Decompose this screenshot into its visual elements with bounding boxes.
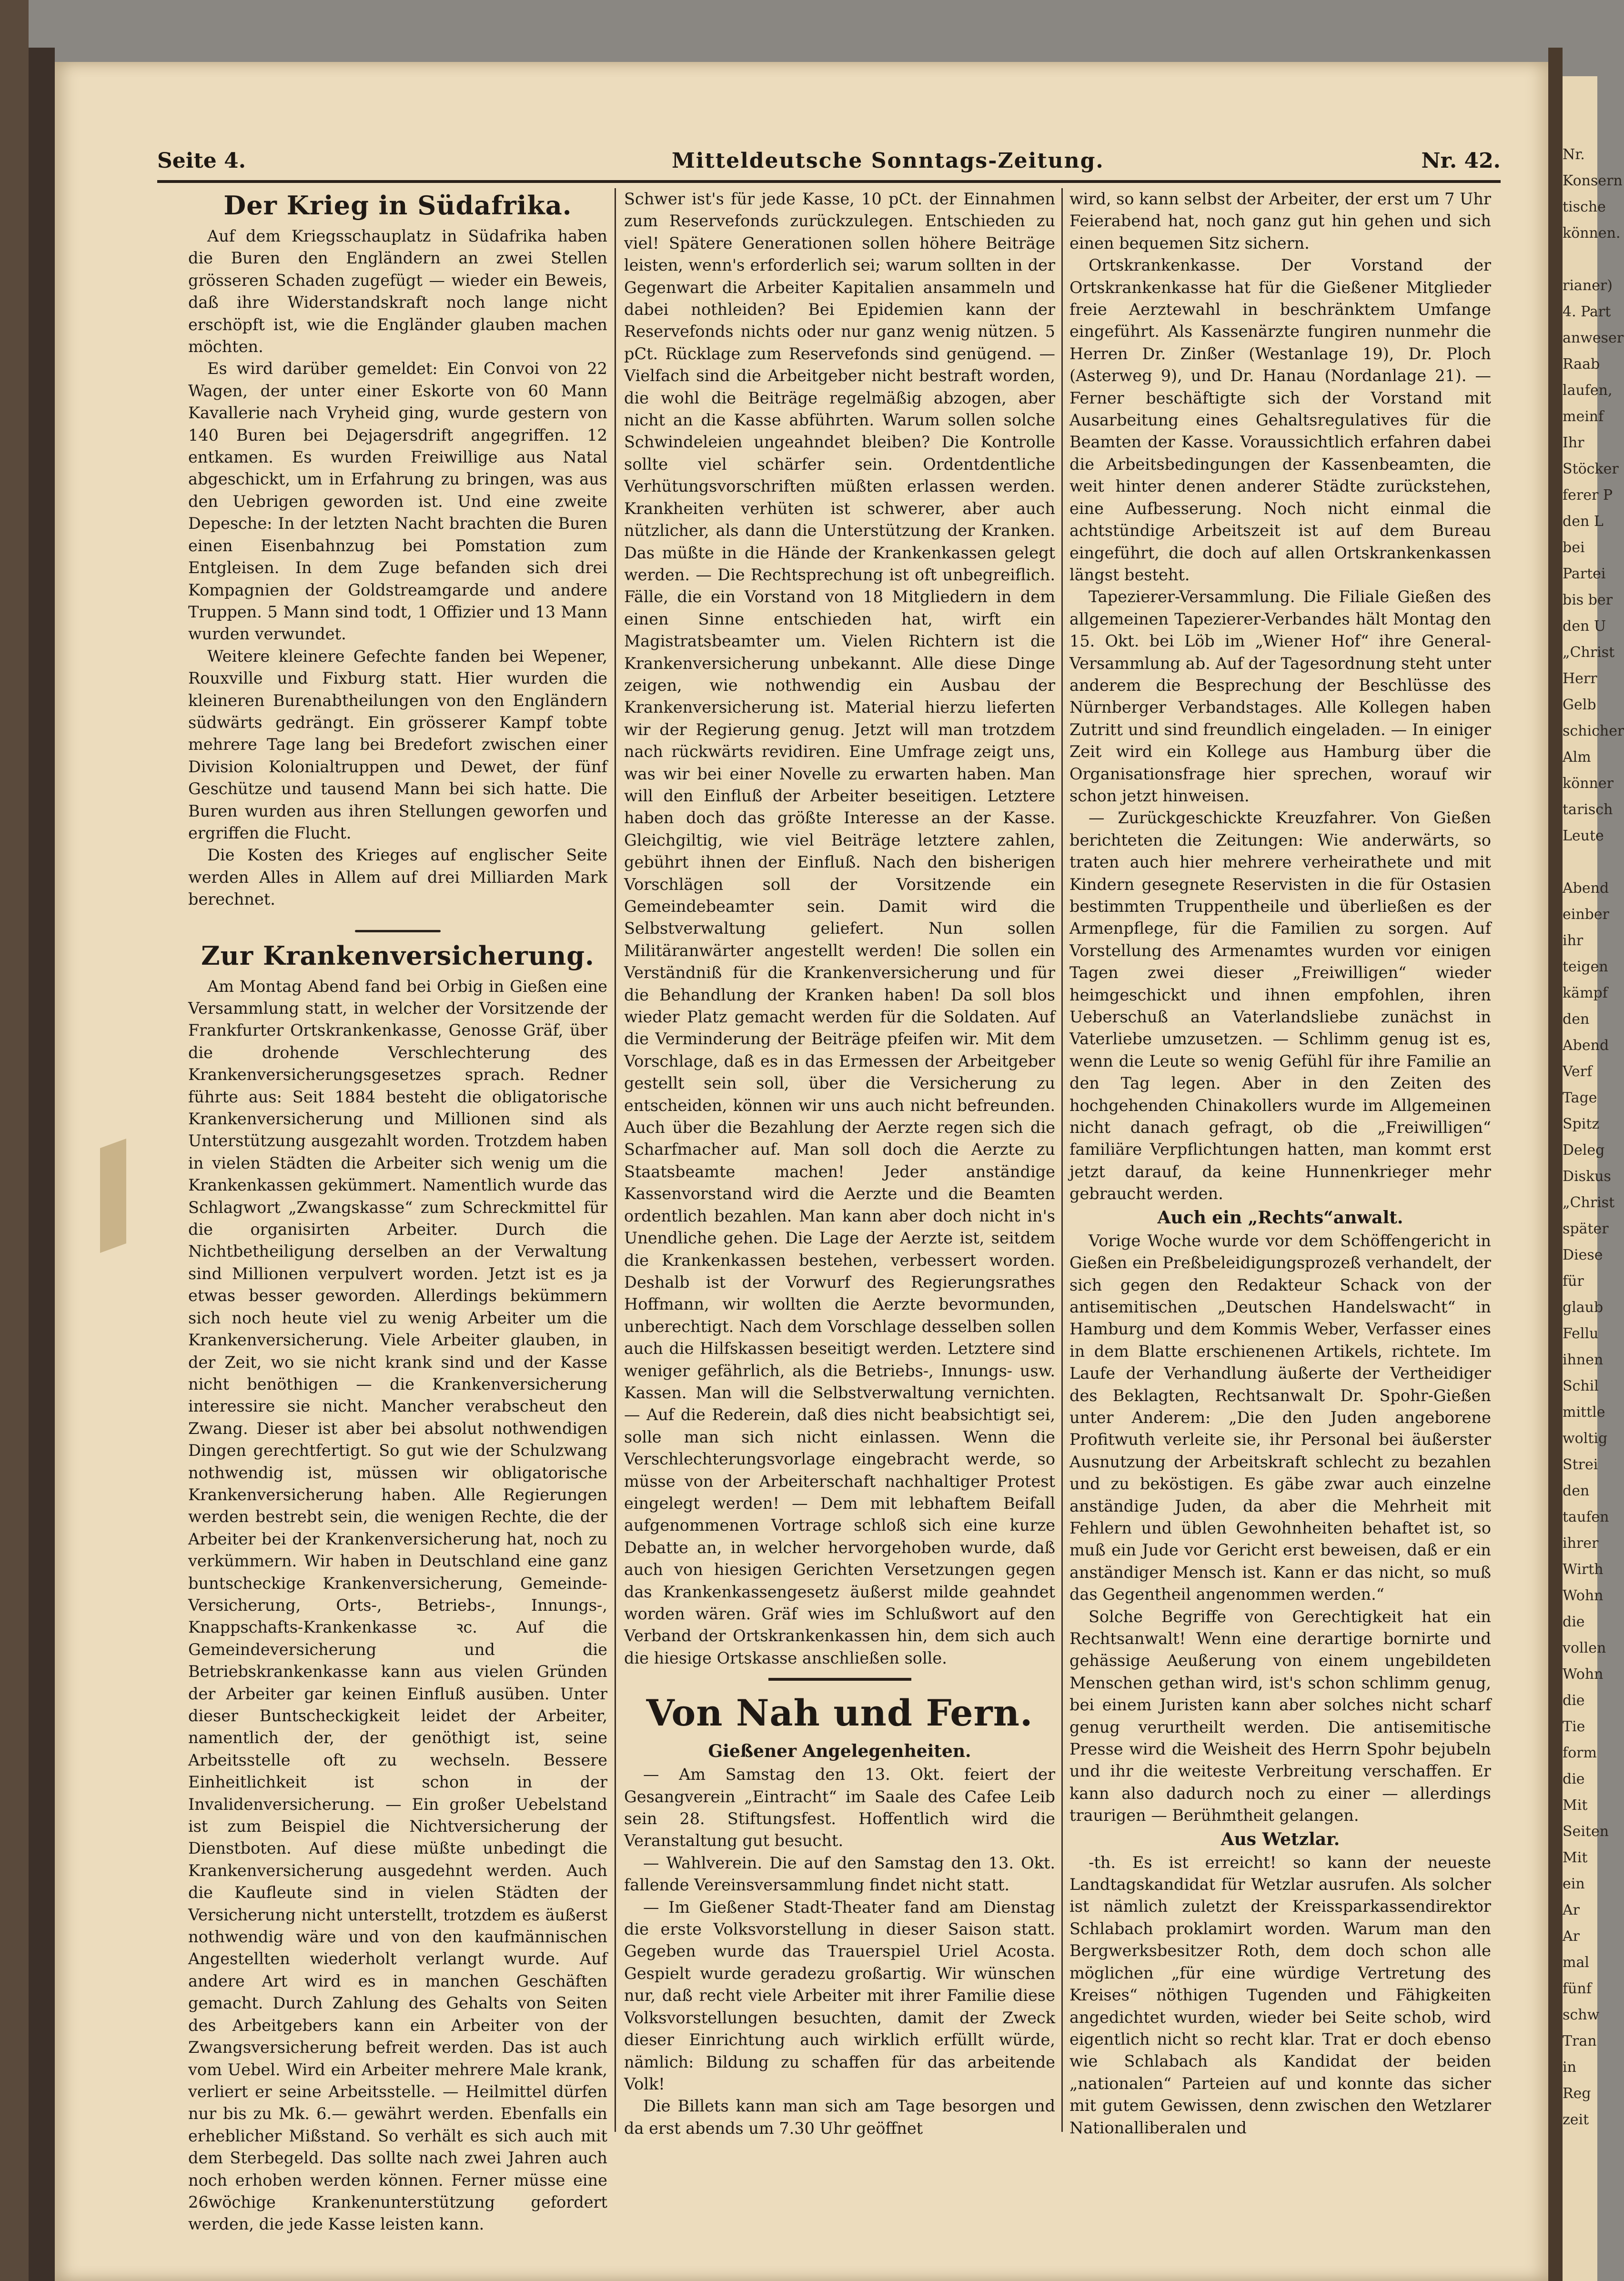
fragment-line: anweser (1563, 330, 1624, 346)
fragment-line: können. (1563, 225, 1621, 242)
article-paragraph: Am Montag Abend fand bei Orbig in Gießen eine Versammlung statt, in welcher der Vorsitzende der Frankfurter Ortskrankenkasse, Genosse Gräf, über die drohende Verschlechterung des Krankenversicherungsgesetzes sprach. Redner führte aus: Seit 1884 besteht die obligatorische Krankenversicherung und Millionen sind als Unterstützung ausgezahlt worden. Trotzdem haben in vielen Städten die Arbeiter sich wenig um die Krankenkassen gekümmert. Namentlich wurde das Schlagwort „Zwangskasse“ zum Schreckmittel für die organisirten Arbeiter. Durch die Nichtbetheiligung derselben an der Verwaltung sind Millionen verpulvert worden. Jetzt ist es ja etwas besser geworden. Allerdings bekümmern sich noch heute viel zu wenig Arbeiter um die Krankenversicherung. Viele Arbeiter glauben, in der Zeit, wo sie nicht krank sind und der Kasse nicht benöthigen — die Krankenversicherung interessire sie nicht. Mancher verabscheut den Zwang. Dieser ist aber bei absolut nothwendigen Dingen gerechtfertigt. So gut wie der Schulzwang nothwendig ist, müssen wir obligatorische Krankenversicherung haben. Alle Regierungen werden bestrebt sein, die wenigen Rechte, die der Arbeiter bei der Krankenversicherung hat, noch zu verkümmern. Wir haben in Deutschland eine ganz buntscheckige Krankenversicherung, Gemeinde-Versicherung, Orts-, Betriebs-, Innungs-, Knappschafts-Krankenkasse ꝛc. Auf die Gemeindeversicherung und die Betriebskrankenkasse kann aus vielen Gründen der Arbeiter gar keinen Einfluß ausüben. Unter dieser Buntscheckigkeit leidet der Arbeiter, namentlich der, der genöthigt ist, seine Arbeitsstelle oft zu wechseln. Bessere Einheitlichkeit ist schon in der Invalidenversicherung. — Ein großer Uebelstand ist zum Beispiel die Nichtversicherung der Dienstboten. Auf diese müßte unbedingt die Krankenversicherung ausgedehnt werden. Auch die Kaufleute sind in vielen Städten der Versicherung nicht unterstellt, trotzdem es äußerst nothwendig wäre und von den kaufmännischen Angestellten wiederholt verlangt wurde. Auf andere Art wird es in manchen Geschäften gemacht. Durch Zahlung des Gehalts von Seiten des Arbeitgebers kann ein Arbeiter von der Zwangsversicherung befreit werden. Das ist auch vom Uebel. Wird ein Arbeiter mehrere Male krank, verliert er seine Arbeitsstelle. — Heilmittel dürfen nur bis zu Mk. 6.— gewährt werden. Ebenfalls ein erheblicher Mißstand. So verhält es sich auch mit dem Sterbegeld. Das sollte nach zwei Jahren auch noch erhoben werden können. Ferner müsse eine 26wöchige Krankenunterstützung gefordert werden, die jede Kasse leisten kann. (188, 977, 607, 2234)
article-paragraph: Es wird darüber gemeldet: Ein Convoi von 22 Wagen, der unter einer Eskorte von 60 Mann Kavallerie nach Vryheid ging, wurde gestern von 140 Buren bei Dejagersdrift angegriffen. 12 entkamen. Es wurden Freiwillige aus Natal abgeschickt, um in Erfahrung zu bringen, was aus den Uebrigen geworden ist. Und eine zweite Depesche: In der letzten Nacht brachten die Buren einen Eisenbahnzug bei Pomstation zum Entgleisen. In dem Zuge befanden sich drei Kompagnien der Goldstreamgarde und andere Truppen. 5 Mann sind todt, 1 Offizier und 13 Mann wurden verwundet. (188, 359, 607, 644)
fragment-line: bis ber (1563, 592, 1613, 608)
column-divider (1061, 188, 1063, 2132)
fragment-line: Tage (1563, 1090, 1597, 1106)
fragment-line: Schil (1563, 1378, 1599, 1394)
article-paragraph: Weitere kleinere Gefechte fanden bei Wepener, Rouxville und Fixburg statt. Hier wurden die kleineren Burenabtheilungen von den Engländern südwärts gedrängt. Ein grösserer Kampf tobte mehrere Tage lang bei Bredefort zwischen einer Division Kolonialtruppen und Dewet, der fünf Geschütze und tausend Mann bei sich hatte. Die Buren wurden aus ihren Stellungen geworfen und ergriffen die Flucht. (188, 646, 607, 842)
fragment-line: in (1563, 2059, 1576, 2076)
fragment-line: vollen (1563, 1640, 1606, 1656)
fragment-line: den (1563, 1011, 1590, 1028)
fragment-line: „Christ (1563, 1194, 1615, 1211)
fragment-line: schw (1563, 2007, 1600, 2023)
fragment-line: Abend (1563, 1037, 1609, 1054)
fragment-line: Tran (1563, 2033, 1597, 2049)
issue-number: Nr. 42. (1421, 149, 1501, 173)
fragment-line: Wohn (1563, 1587, 1604, 1604)
article-paragraph: -th. Es ist erreicht! so kann der neueste Landtagskandidat für Wetzlar ausrufen. Als solcher ist nämlich zuletzt der Kreissparkassendirektor Schlabach proklamirt worden. Warum man den Bergwerksbesitzer Roth, dem doch schon alle möglichen „für eine würdige Vertretung des Kreises“ nöthigen Tugenden und Fähigkeiten angedichtet wurden, wieder bei Seite schob, wird eigentlich nicht so recht klar. Trat er doch ebenso wie Schlabach als Kandidat der beiden „nationalen“ Parteien auf und konnte das sicher mit gutem Gewissen, denn zwischen den Wetzlarer Nationalliberalen und (1069, 1853, 1491, 2137)
header-rule (157, 180, 1501, 183)
fragment-line: Mit (1563, 1797, 1588, 1814)
fragment-line: bei (1563, 539, 1585, 556)
section-rule (768, 1678, 911, 1681)
headline-von-nah-und-fern: Von Nah und Fern. (646, 1692, 1033, 1735)
fragment-line: meinf (1563, 408, 1604, 425)
fragment-line: die (1563, 1692, 1585, 1709)
fragment-line: Spitz (1563, 1116, 1600, 1132)
fragment-line: „Christ (1563, 644, 1615, 661)
fragment-line: Nr. (1563, 146, 1585, 163)
article-paragraph: Die Billets kann man sich am Tage besorgen und da erst abends um 7.30 Uhr geöffnet (624, 2097, 1055, 2138)
fragment-line: Tie (1563, 1718, 1585, 1735)
fragment-line: fünf (1563, 1980, 1592, 1997)
fragment-line: Partei (1563, 565, 1606, 582)
fragment-line: 4. Part (1563, 303, 1611, 320)
fragment-line: ein (1563, 1876, 1585, 1892)
book-binding (0, 0, 29, 2281)
fragment-line: Ihr (1563, 434, 1584, 451)
fragment-line: Diskus (1563, 1168, 1611, 1185)
adjacent-page-fragment (1563, 76, 1624, 2281)
column-divider (615, 188, 616, 2132)
cover-edge (29, 48, 55, 2281)
article-paragraph: wird, so kann selbst der Arbeiter, der erst um 7 Uhr Feierabend hat, noch ganz gut hin gehen und sich einen bequemen Sitz sichern. (1069, 190, 1491, 252)
column-3 (1069, 188, 1491, 2139)
fragment-line: ihnen (1563, 1352, 1604, 1368)
fragment-line: Leute (1563, 828, 1604, 844)
fragment-line: mittle (1563, 1404, 1605, 1421)
fragment-line: kämpf (1563, 985, 1608, 1001)
article-paragraph: Die Kosten des Krieges auf englischer Seite werden Alles in Allem auf drei Milliarden Mark berechnet. (188, 846, 607, 909)
fragment-line: Fellu (1563, 1325, 1599, 1342)
fragment-line: Reg (1563, 2085, 1591, 2102)
fragment-line: Wohn (1563, 1666, 1604, 1683)
fragment-line: Stöcker (1563, 461, 1619, 477)
article-paragraph: — Im Gießener Stadt-Theater fand am Dienstag die erste Volksvorstellung in dieser Saison statt. Gegeben wurde das Trauerspiel Uriel Acosta. Gespielt wurde geradezu großartig. Wir wünschen nur, daß recht viele Arbeiter mit ihrer Familie diese Volksvorstellungen besuchten, damit der Zweck dieser Einrichtung auch wirklich erfüllt würde, nämlich: Bildung zu schaffen für das arbeitende Volk! (624, 1897, 1055, 2093)
fragment-line: Gelb (1563, 696, 1596, 713)
fragment-line: Wirth (1563, 1561, 1604, 1578)
article-paragraph: — Zurückgeschickte Kreuzfahrer. Von Gießen berichteten die Zeitungen: Wie anderwärts, so traten auch hier mehrere verheirathete und mit Kindern gesegnete Reservisten in die für Ostasien bestimmten Truppentheile und überließen es der Armenpflege, für die Familien zu sorgen. Auf Vorstellung des Armenamtes wurden vor einigen Tagen zwei dieser „Freiwilligen“ wieder heimgeschickt und ihnen empfohlen, ihren Ueberschuß an Vaterlandsliebe zunächst in Vaterliebe umzusetzen. — Schlimm genug ist es, wenn die Leute so wenig Gefühl für ihre Familie an den Tag legen. Aber in den Zeiten des hochgehenden Chinakollers wurde im Allgemeinen nicht danach gefragt, ob die „Freiwilligen“ familiäre Verpflichtungen hatten, man kommt erst jetzt darauf, da keine Hunnenkrieger mehr gebraucht werden. (1069, 808, 1491, 1203)
section-ornament (188, 919, 607, 929)
subhead-rechtsanwalt: Auch ein „Rechts“anwalt. (1157, 1207, 1403, 1228)
article-paragraph: Vorige Woche wurde vor dem Schöffengericht in Gießen ein Preßbeleidigungsprozeß verhandelt, der sich gegen den Redakteur Schack von der antisemitischen „Deutschen Handelswacht“ in Hamburg und dem Kommis Weber, Verfasser eines in dem Blatte erschienenen Artikels, richtete. Im Laufe der Verhandlung äußerte der Vertheidiger des Beklagten, Rechtsanwalt Dr. Spohr-Gießen unter Anderem: „Die den Juden angeborene Profitwuth verleite sie, ihr Personal bei äußerster Ausnutzung der Arbeitskraft schlecht zu bezahlen und zu beköstigen. Es gäbe zwar auch einzelne anständige Juden, da aber die Mehrheit mit Fehlern und üblen Gewohnheiten behaftet ist, so muß ein Jude vor Gericht erst beweisen, daß er ein anständiger Mensch ist. Kann er das nicht, so muß das Gegentheil angenommen werden.“ (1069, 1231, 1491, 1604)
fragment-line: Abend (1563, 880, 1609, 897)
fragment-line: später (1563, 1221, 1609, 1237)
fragment-line: Ar (1563, 1902, 1580, 1918)
article-paragraph: Solche Begriffe von Gerechtigkeit hat ein Rechtsanwalt! Wenn eine derartige bornirte und gehässige Aeußerung von einem ungebildeten Menschen gethan wird, ist's schon schlimm genug, bei einem Juristen kann aber solches nicht scharf genug verurtheilt werden. Die antisemitische Presse wird die Weisheit des Herrn Spohr bejubeln und ihr die weiteste Verbreitung verschaffen. Er kann also dadurch noch zu einer — allerdings traurigen — Berühmtheit gelangen. (1069, 1607, 1491, 1825)
fragment-line: einber (1563, 906, 1609, 923)
fragment-line: glaub (1563, 1299, 1604, 1316)
fragment-line: rianer) (1563, 277, 1613, 294)
subhead-giessener: Gießener Angelegenheiten. (708, 1741, 971, 1762)
fragment-line: zeit (1563, 2111, 1589, 2128)
fragment-line: die (1563, 1614, 1585, 1630)
fragment-line: tarisch (1563, 801, 1613, 818)
fragment-line: ihrer (1563, 1535, 1599, 1552)
fragment-line: den (1563, 1483, 1590, 1499)
fragment-line: könner (1563, 775, 1614, 792)
page-number: Seite 4. (157, 149, 246, 173)
article-paragraph: Auf dem Kriegsschauplatz in Südafrika haben die Buren den Engländern an zwei Stellen grösseren Schaden zugefügt — wieder ein Beweis, daß ihre Widerstandskraft noch lange nicht erschöpft ist, wie die Engländer glauben machen möchten. (188, 227, 607, 356)
fragment-line: laufen, (1563, 382, 1613, 399)
fragment-line: den U (1563, 618, 1606, 635)
fragment-line: für (1563, 1273, 1584, 1290)
paper-tab (100, 1139, 126, 1253)
page-header (157, 149, 1501, 177)
headline-krieg: Der Krieg in Südafrika. (223, 190, 572, 221)
fragment-line: schicher (1563, 723, 1624, 739)
headline-krankenversicherung: Zur Krankenversicherung. (201, 940, 595, 971)
fragment-line: mal (1563, 1954, 1589, 1971)
fragment-line: Raab (1563, 356, 1600, 373)
column-2 (624, 188, 1055, 2140)
fragment-line: form (1563, 1745, 1597, 1761)
fragment-line: Konsern (1563, 172, 1623, 189)
fragment-line: ferer P (1563, 487, 1613, 504)
newspaper-title: Mitteldeutsche Sonntags-Zeitung. (672, 149, 1104, 173)
fragment-line: taufen (1563, 1509, 1609, 1525)
article-paragraph: Tapezierer-Versammlung. Die Filiale Gießen des allgemeinen Tapezierer-Verbandes hält Montag den 15. Okt. bei Löb im „Wiener Hof“ ihre General-Versammlung ab. Auf der Tagesordnung steht unter anderem die Besprechung der Beschlüsse des Nürnberger Verbandstages. Alle Kollegen haben Zutritt und sind freundlich eingeladen. — In einiger Zeit wird ein Kollege aus Hamburg über die Organisationsfrage hier sprechen, worauf wir schon jetzt hinweisen. (1069, 587, 1491, 805)
fragment-line: Herr (1563, 670, 1597, 687)
fragment-line: Ar (1563, 1928, 1580, 1945)
article-paragraph: — Am Samstag den 13. Okt. feiert der Gesangverein „Eintracht“ im Saale des Cafee Leib sein 28. Stiftungsfest. Hoffentlich wird die Veranstaltung gut besucht. (624, 1765, 1055, 1850)
fragment-line: Strei (1563, 1456, 1598, 1473)
article-paragraph: — Wahlverein. Die auf den Samstag den 13. Okt. fallende Vereinsversammlung findet nicht statt. (624, 1853, 1055, 1895)
subhead-wetzlar: Aus Wetzlar. (1221, 1829, 1340, 1849)
fragment-line: woltig (1563, 1430, 1608, 1447)
fragment-line: Diese (1563, 1247, 1603, 1263)
fragment-line: Verf (1563, 1063, 1593, 1080)
fragment-line: die (1563, 1771, 1585, 1787)
column-1 (188, 188, 607, 2236)
fragment-line: tische (1563, 199, 1606, 215)
fragment-line: ihr (1563, 932, 1584, 949)
fragment-line: Deleg (1563, 1142, 1605, 1159)
article-paragraph: Ortskrankenkasse. Der Vorstand der Ortskrankenkasse hat für die Gießener Mitglieder freie Aerztewahl in beschränktem Umfange eingeführt. Als Kassenärzte fungiren nunmehr die Herren Dr. Zinßer (Westanlage 19), Dr. Ploch (Asterweg 9), und Dr. Hanau (Nordanlage 21). — Ferner beschäftigte sich der Vorstand mit Ausarbeitung eines Gehaltsregulatives für die Beamten der Kasse. Voraussichtlich erfahren dabei die Arbeitsbedingungen der Kassenbeamten, die weit hinter denen anderer Städte zurückstehen, eine Aufbesserung. Noch nicht einmal die achtstündige Arbeitszeit ist auf dem Bureau eingeführt, die doch auf allen Ortskrankenkassen längst besteht. (1069, 256, 1491, 584)
fragment-line: Mit (1563, 1849, 1588, 1866)
fragment-line: Seiten (1563, 1823, 1609, 1840)
fragment-line: Alm (1563, 749, 1591, 766)
article-paragraph: Schwer ist's für jede Kasse, 10 pCt. der Einnahmen zum Reservefonds zurückzulegen. Entschieden zu viel! Spätere Generationen sollen höhere Beiträge leisten, wenn's erforderlich sei; warum sollten in der Gegenwart die Arbeiter Kapitalien ansammeln und dabei nothleiden? Bei Epidemien kann der Reservefonds nichts oder nur ganz wenig nützen. 5 pCt. Rücklage zum Reservefonds sind genügend. — Vielfach sind die Arbeitgeber nicht bestraft worden, die wohl die Beiträge regelmäßig abzogen, aber nicht an die Kasse abführten. Warum sollen solche Schwindeleien ungeahndet bleiben? Die Kontrolle sollte viel schärfer sein. Ordentdentliche Verhütungsvorschriften müßten erlassen werden. Krankheiten verhüten ist schwerer, aber auch nützlicher, als dann die Unterstützung der Kranken. Das müßte in die Hände der Krankenkassen gelegt werden. — Die Rechtsprechung ist oft unbegreiflich. Fälle, die ein Vorstand von 18 Mitgliedern in dem einen Sinne entschieden hat, wirft ein Magistratsbeamter um. Vielen Richtern ist die Krankenversicherung unbekannt. Alle diese Dinge zeigen, wie nothwendig ein Ausbau der Krankenversicherung ist. Material hierzu lieferten wir der Regierung genug. Jetzt will man trotzdem nach rückwärts revidiren. Eine Umfrage zeigt uns, was wir bei einer Novelle zu erwarten haben. Man will den Einfluß der Arbeiter beseitigen. Letztere haben doch das größte Interesse an der Kasse. Gleichgiltig, wie viel Beiträge letztere zahlen, gebührt ihnen der Einfluß. Nach den bisherigen Vorschlägen soll der Vorsitzende ein Gemeindebeamter sein. Damit wird die Selbstverwaltung geliefert. Nun sollen Militäranwärter angestellt werden! Die sollen ein Verständniß für die Krankenversicherung und für die Behandlung der Kranken haben! Da soll blos wieder Platz gemacht werden für die Soldaten. Auf die Verminderung der Beiträge pfeifen wir. Mit dem Vorschlage, daß es in das Ermessen der Arbeitgeber gestellt sein soll, über die Versicherung zu entscheiden, können wir uns auch nicht befreunden. Auch über die Bezahlung der Aerzte regen sich die Scharfmacher auf. Man soll doch die Aerzte zu Staatsbeamte machen! Jeder anständige Kassenvorstand wird die Aerzte und die Beamten ordentlich bezahlen. Man kann aber doch nicht in's Unendliche gehen. Die Lage der Aerzte ist, seitdem die Krankenkassen bestehen, verbessert worden. Deshalb ist der Vorwurf des Regierungsrathes Hoffmann, wir wollten die Aerzte bevormunden, unberechtigt. Nach dem Vorschlage desselben sollen auch die Hilfskassen beseitigt werden. Letztere sind weniger gefährlich, als die Betriebs-, Innungs- usw. Kassen. Man will die Selbstverwaltung vernichten. — Auf die Rederein, daß dies nicht beabsichtigt sei, solle man sich nicht einlassen. Wenn die Verschlechterungsvorlage eingebracht werde, so müsse von der Arbeiterschaft nachhaltiger Protest eingelegt werden! — Dem mit lebhaftem Beifall aufgenommenen Vortrage schloß sich eine kurze Debatte an, in welcher hervorgehoben wurde, daß auch von hiesigen Gerichten Versetzungen gegen das Krankenkassengesetz äußerst milde geahndet worden wären. Gräf wies im Schlußwort auf den Verband der Ortskrankenkassen hin, dem sich auch die hiesige Ortskasse anschließen solle. (624, 190, 1055, 1667)
fragment-line: teigen (1563, 959, 1608, 975)
page-gutter (1548, 48, 1563, 2281)
fragment-line: den L (1563, 513, 1604, 530)
